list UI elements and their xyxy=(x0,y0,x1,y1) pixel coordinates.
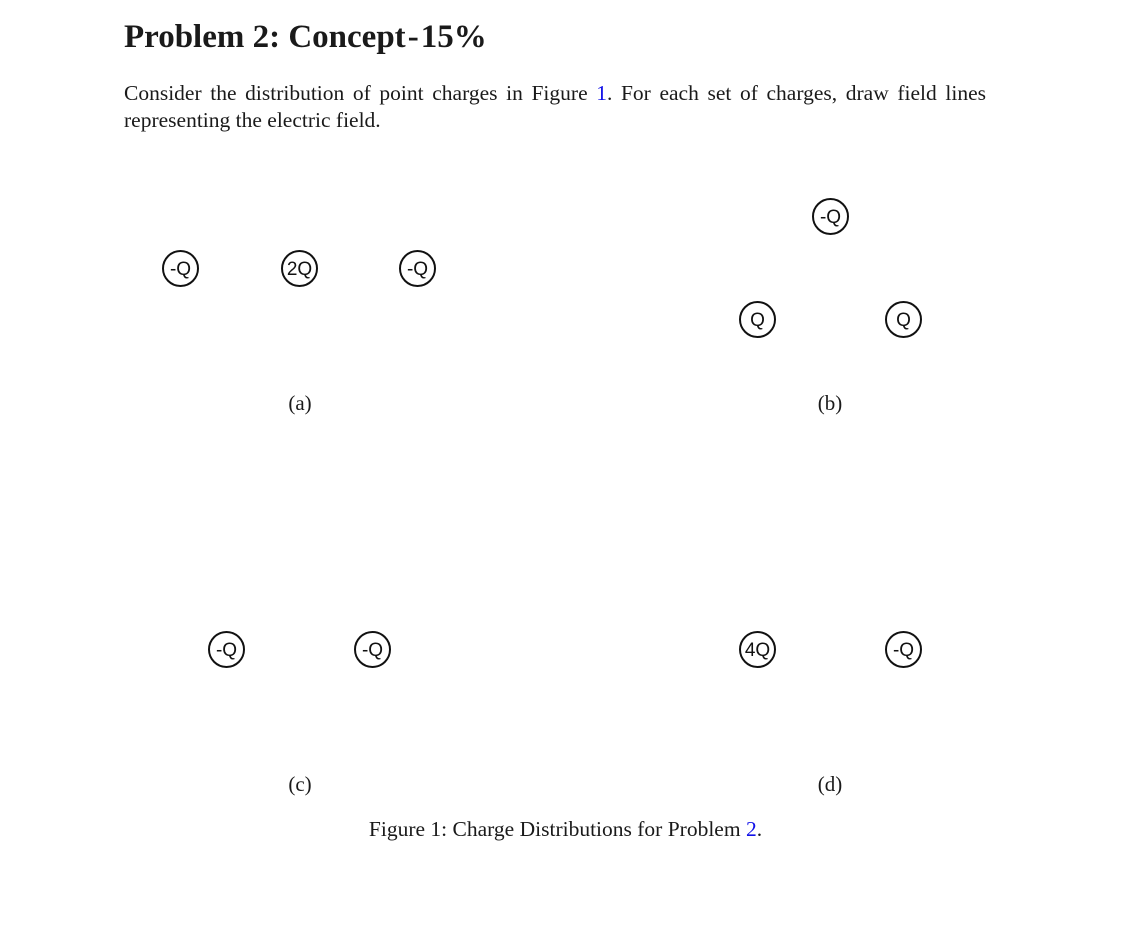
charge-b-3: Q xyxy=(885,301,922,338)
subfigure-label-a: (a) xyxy=(288,391,312,415)
charge-c-1: -Q xyxy=(208,631,245,668)
caption-text: Charge Distributions for Problem xyxy=(452,817,746,841)
charge-a-3: -Q xyxy=(399,250,436,287)
subfigure-label-d: (d) xyxy=(817,772,843,796)
problem-title: Problem 2: Concept xyxy=(124,19,406,55)
charge-b-2: Q xyxy=(739,301,776,338)
charge-d-2: -Q xyxy=(885,631,922,668)
caption-prefix: Figure 1: xyxy=(368,817,448,841)
problem-heading xyxy=(124,16,487,58)
charge-c-2: -Q xyxy=(354,631,391,668)
intro-text-before: Consider the distribution of point charges in Figure xyxy=(124,81,597,105)
intro-text-after: . For each set of charges, draw field lines representing the electric field. xyxy=(124,81,986,132)
charge-d-1: 4Q xyxy=(739,631,776,668)
charge-a-2: 2Q xyxy=(281,250,318,287)
charge-b-1: -Q xyxy=(812,198,849,235)
subfigure-label-c: (c) xyxy=(288,772,312,796)
problem-weight: 15% xyxy=(420,19,487,55)
problem-statement xyxy=(124,80,986,134)
figure-reference-link[interactable]: 1 xyxy=(596,81,607,105)
problem-reference-link[interactable]: 2 xyxy=(745,817,757,841)
figure-caption xyxy=(0,816,1127,842)
caption-suffix: . xyxy=(756,817,763,841)
charge-a-1: -Q xyxy=(162,250,199,287)
subfigure-label-b: (b) xyxy=(817,391,843,415)
title-separator: - xyxy=(407,19,419,55)
